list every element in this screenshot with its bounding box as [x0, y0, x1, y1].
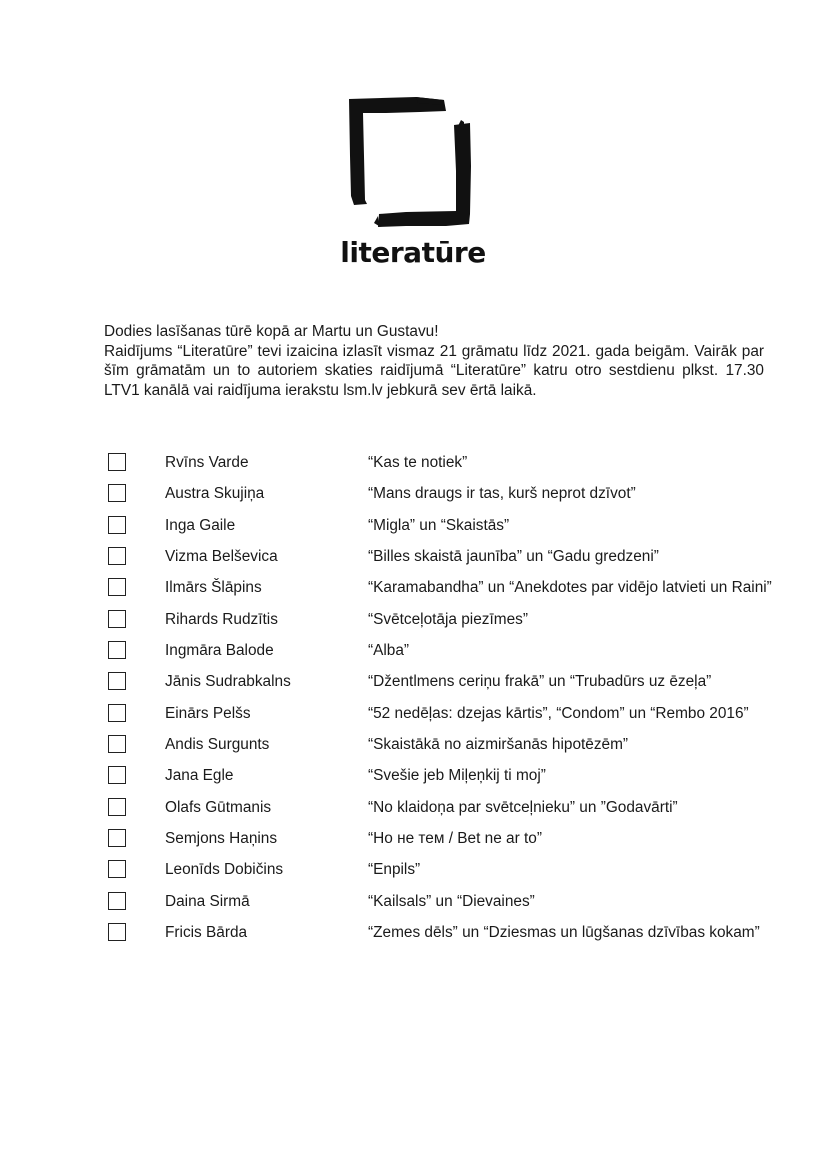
author-name: Ingmāra Balode: [165, 641, 274, 659]
book-title: “Alba”: [368, 641, 410, 659]
checkbox[interactable]: [108, 923, 126, 941]
reading-checklist: [108, 449, 788, 950]
list-item: [108, 731, 788, 762]
checkbox[interactable]: [108, 735, 126, 753]
checkbox[interactable]: [108, 578, 126, 596]
list-item: [108, 668, 788, 699]
book-title: “Džentlmens ceriņu frakā” un “Trubadūrs uz ēzeļa”: [368, 673, 712, 691]
checkbox[interactable]: [108, 798, 126, 816]
checkbox[interactable]: [108, 892, 126, 910]
author-name: Leonīds Dobičins: [165, 861, 284, 879]
checkbox[interactable]: [108, 610, 126, 628]
intro-greeting: Dodies lasīšanas tūrē kopā ar Martu un Gustavu!: [104, 323, 439, 340]
book-title: “Mans draugs ir tas, kurš neprot dzīvot”: [368, 485, 636, 503]
book-title: “52 nedēļas: dzejas kārtis”, “Condom” un “Rembo 2016”: [368, 704, 749, 722]
logo-wordmark: literatūre: [340, 236, 486, 269]
list-item: [108, 480, 788, 511]
author-name: Rihards Rudzītis: [165, 610, 278, 628]
book-title: “Zemes dēls” un “Dziesmas un lūgšanas dzīvības kokam”: [368, 923, 760, 941]
book-title: “Enpils”: [368, 861, 421, 879]
checkbox[interactable]: [108, 641, 126, 659]
intro-text: [104, 322, 764, 400]
checkbox[interactable]: [108, 453, 126, 471]
book-title: “Svētceļotāja piezīmes”: [368, 610, 528, 628]
book-title: “Svešie jeb Miļeņkij ti moj”: [368, 767, 546, 785]
list-item: [108, 762, 788, 793]
checkbox[interactable]: [108, 766, 126, 784]
author-name: Andis Surgunts: [165, 735, 270, 753]
book-title: “Skaistākā no aizmiršanās hipotēzēm”: [368, 735, 629, 753]
list-item: [108, 888, 788, 919]
author-name: Daina Sirmā: [165, 892, 250, 910]
book-title: “Karamabandha” un “Anekdotes par vidējo latvieti un Raini”: [368, 579, 772, 597]
square-brushstroke-icon: [346, 96, 474, 232]
author-name: Jana Egle: [165, 767, 234, 785]
checkbox[interactable]: [108, 860, 126, 878]
intro-paragraph: Raidījums “Literatūre” tevi izaicina izlasīt vismaz 21 grāmatu līdz 2021. gada beigām. Vairāk par šīm grāmatām un to autoriem skaties raidījumā “Literatūre” katru otro sestdienu plkst. 17.30 LTV1 kanālā vai raidījuma ierakstu lsm.lv jebkurā sev ērtā laikā.: [104, 342, 764, 399]
list-item: [108, 856, 788, 887]
author-name: Vizma Belševica: [165, 547, 278, 565]
author-name: Einārs Pelšs: [165, 704, 251, 722]
checkbox[interactable]: [108, 547, 126, 565]
checkbox[interactable]: [108, 704, 126, 722]
author-name: Austra Skujiņa: [165, 485, 265, 503]
list-item: [108, 700, 788, 731]
author-name: Fricis Bārda: [165, 923, 248, 941]
checkbox[interactable]: [108, 672, 126, 690]
list-item: [108, 512, 788, 543]
author-name: Inga Gaile: [165, 516, 236, 534]
author-name: Ilmārs Šlāpins: [165, 579, 262, 597]
list-item: [108, 794, 788, 825]
list-item: [108, 574, 788, 605]
list-item: [108, 606, 788, 637]
checkbox[interactable]: [108, 516, 126, 534]
list-item: [108, 543, 788, 574]
author-name: Olafs Gūtmanis: [165, 798, 272, 816]
list-item: [108, 637, 788, 668]
checkbox[interactable]: [108, 484, 126, 502]
author-name: Jānis Sudrabkalns: [165, 673, 291, 691]
book-title: “Но не тем / Bet ne ar to”: [368, 829, 542, 847]
author-name: Semjons Haņins: [165, 829, 278, 847]
list-item: [108, 449, 788, 480]
book-title: “No klaidoņa par svētceļnieku” un ”Godavārti”: [368, 798, 678, 816]
book-title: “Billes skaistā jaunība” un “Gadu gredzeni”: [368, 547, 659, 565]
book-title: “Kas te notiek”: [368, 454, 468, 471]
book-title: “Kailsals” un “Dievaines”: [368, 892, 535, 910]
list-item: [108, 919, 788, 950]
author-name: Rvīns Varde: [165, 454, 249, 471]
checkbox[interactable]: [108, 829, 126, 847]
book-title: “Migla” un “Skaistās”: [368, 516, 510, 534]
list-item: [108, 825, 788, 856]
